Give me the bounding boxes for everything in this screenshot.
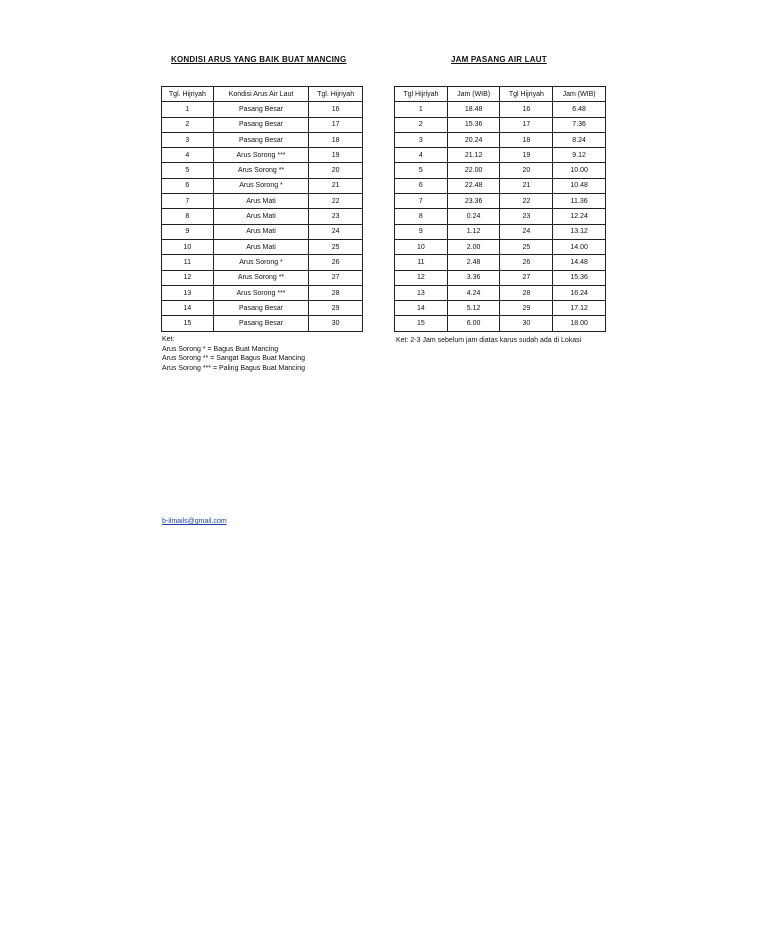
table-cell: 15.36 — [447, 117, 500, 132]
table-cell: 6 — [395, 178, 448, 193]
table-cell: Pasang Besar — [213, 117, 308, 132]
table-cell: 27 — [309, 270, 363, 285]
left-table-title: KONDISI ARUS YANG BAIK BUAT MANCING — [171, 55, 347, 64]
table-cell: Arus Sorong ** — [213, 163, 308, 178]
table-cell: 5 — [162, 163, 214, 178]
table-row — [395, 178, 606, 193]
table-cell: 28 — [500, 285, 553, 300]
table-cell: 29 — [309, 301, 363, 316]
table-cell: 9 — [162, 224, 214, 239]
table-cell: 7 — [395, 194, 448, 209]
table-cell: 20.24 — [447, 132, 500, 147]
table-row — [162, 132, 363, 147]
header-cell: Tgl Hijriyah — [500, 87, 553, 102]
table-cell: 15 — [162, 316, 214, 331]
table-cell: 6 — [162, 178, 214, 193]
table-cell: 2 — [395, 117, 448, 132]
table-row — [395, 301, 606, 316]
table-row — [162, 285, 363, 300]
table-cell: 29 — [500, 301, 553, 316]
table-cell: 12 — [395, 270, 448, 285]
table-cell: 7 — [162, 194, 214, 209]
table-row — [395, 224, 606, 239]
table-cell: Arus Mati — [213, 224, 308, 239]
table-cell: 1.12 — [447, 224, 500, 239]
table-cell: 18.48 — [447, 102, 500, 117]
table-cell: 3 — [162, 132, 214, 147]
table-cell: 20 — [309, 163, 363, 178]
table-cell: 23 — [500, 209, 553, 224]
table-cell: 14 — [395, 301, 448, 316]
table-cell: 22.48 — [447, 178, 500, 193]
table-cell: 17 — [500, 117, 553, 132]
table-cell: 16 — [309, 102, 363, 117]
table-cell: Arus Sorong *** — [213, 148, 308, 163]
table-row — [162, 301, 363, 316]
table-cell: 18 — [309, 132, 363, 147]
table-cell: 22 — [500, 194, 553, 209]
table-cell: 14.00 — [553, 239, 606, 254]
table-cell: 8 — [395, 209, 448, 224]
table-cell: 22 — [309, 194, 363, 209]
table-cell: Arus Mati — [213, 194, 308, 209]
table-cell: 18 — [500, 132, 553, 147]
arus-table-body — [162, 102, 363, 331]
table-cell: 28 — [309, 285, 363, 300]
table-cell: 19 — [500, 148, 553, 163]
table-cell: 1 — [162, 102, 214, 117]
table-cell: 0.24 — [447, 209, 500, 224]
table-cell: 5 — [395, 163, 448, 178]
table-cell: 5.12 — [447, 301, 500, 316]
table-cell: 16 — [500, 102, 553, 117]
table-cell: Arus Mati — [213, 209, 308, 224]
table-row — [162, 224, 363, 239]
table-cell: 17.12 — [553, 301, 606, 316]
table-cell: 9.12 — [553, 148, 606, 163]
table-cell: 21 — [309, 178, 363, 193]
table-cell: 19 — [309, 148, 363, 163]
table-cell: 12 — [162, 270, 214, 285]
table-cell: 18.00 — [553, 316, 606, 331]
header-cell: Jam (WIB) — [447, 87, 500, 102]
jam-table — [394, 86, 606, 332]
table-cell: 8.24 — [553, 132, 606, 147]
table-row — [162, 163, 363, 178]
table-cell: 30 — [500, 316, 553, 331]
table-cell: 9 — [395, 224, 448, 239]
table-row — [395, 148, 606, 163]
table-cell: 15 — [395, 316, 448, 331]
table-cell: 4 — [395, 148, 448, 163]
arus-table — [161, 86, 363, 332]
table-cell: 2 — [162, 117, 214, 132]
table-row — [395, 102, 606, 117]
table-cell: Pasang Besar — [213, 301, 308, 316]
table-cell: 8 — [162, 209, 214, 224]
table-cell: 14.48 — [553, 255, 606, 270]
table-cell: 16.24 — [553, 285, 606, 300]
table-cell: 7.36 — [553, 117, 606, 132]
table-header-row — [162, 87, 363, 102]
table-cell: 14 — [162, 301, 214, 316]
table-cell: 4 — [162, 148, 214, 163]
table-cell: 13 — [162, 285, 214, 300]
table-cell: 17 — [309, 117, 363, 132]
header-cell: Tgl. Hijriyah — [162, 87, 214, 102]
table-row — [162, 194, 363, 209]
table-row — [395, 117, 606, 132]
header-cell: Tgl Hijriyah — [395, 87, 448, 102]
table-cell: 25 — [309, 239, 363, 254]
header-cell: Kondisi Arus Air Laut — [213, 87, 308, 102]
legend-line: Arus Sorong * = Bagus Buat Mancing — [162, 345, 279, 353]
right-note: Ket: 2-3 Jam sebelum jam diatas karus sudah ada di Lokasi — [396, 337, 582, 344]
table-row — [162, 316, 363, 331]
table-cell: 23 — [309, 209, 363, 224]
table-cell: 13 — [395, 285, 448, 300]
table-cell: 20 — [500, 163, 553, 178]
table-cell: 11 — [162, 255, 214, 270]
table-cell: 24 — [309, 224, 363, 239]
table-row — [162, 239, 363, 254]
header-cell: Tgl. Hijriyah — [309, 87, 363, 102]
table-cell: 10 — [395, 239, 448, 254]
jam-table-body — [395, 102, 606, 331]
table-cell: 15.36 — [553, 270, 606, 285]
legend-line: Ket: — [162, 336, 175, 343]
table-cell: 6.48 — [553, 102, 606, 117]
table-cell: 21 — [500, 178, 553, 193]
table-row — [162, 209, 363, 224]
table-row — [162, 270, 363, 285]
table-cell: Arus Sorong * — [213, 178, 308, 193]
table-cell: 24 — [500, 224, 553, 239]
table-cell: 1 — [395, 102, 448, 117]
legend-notes — [162, 335, 305, 373]
table-cell: 22.00 — [447, 163, 500, 178]
table-cell: Arus Mati — [213, 239, 308, 254]
table-cell: Arus Sorong ** — [213, 270, 308, 285]
table-cell: 2.00 — [447, 239, 500, 254]
table-row — [395, 239, 606, 254]
table-row — [395, 270, 606, 285]
table-row — [162, 102, 363, 117]
header-cell: Jam (WIB) — [553, 87, 606, 102]
table-row — [162, 255, 363, 270]
table-cell: 10.00 — [553, 163, 606, 178]
table-row — [395, 132, 606, 147]
table-row — [162, 178, 363, 193]
table-row — [395, 209, 606, 224]
table-cell: Arus Sorong *** — [213, 285, 308, 300]
table-row — [395, 316, 606, 331]
table-cell: 4.24 — [447, 285, 500, 300]
table-cell: 30 — [309, 316, 363, 331]
table-row — [395, 194, 606, 209]
table-row — [395, 163, 606, 178]
table-cell: Pasang Besar — [213, 102, 308, 117]
table-cell: 11 — [395, 255, 448, 270]
table-row — [395, 255, 606, 270]
table-row — [162, 148, 363, 163]
email-link[interactable]: b-ilmails@gmail.com — [162, 518, 227, 525]
table-cell: 26 — [500, 255, 553, 270]
table-cell: 27 — [500, 270, 553, 285]
table-cell: 10 — [162, 239, 214, 254]
table-cell: 6.00 — [447, 316, 500, 331]
right-table-title: JAM PASANG AIR LAUT — [451, 55, 547, 64]
table-cell: 11.36 — [553, 194, 606, 209]
table-cell: 25 — [500, 239, 553, 254]
legend-line: Arus Sorong ** = Sangat Bagus Buat Mancing — [162, 355, 306, 362]
legend-line: Arus Sorong *** = Paling Bagus Buat Mancing — [162, 364, 306, 372]
table-cell: 3.36 — [447, 270, 500, 285]
table-cell: 21.12 — [447, 148, 500, 163]
table-cell: Pasang Besar — [213, 132, 308, 147]
table-cell: 26 — [309, 255, 363, 270]
table-cell: Pasang Besar — [213, 316, 308, 331]
table-cell: 2.48 — [447, 255, 500, 270]
table-cell: 10.48 — [553, 178, 606, 193]
table-cell: 12.24 — [553, 209, 606, 224]
table-cell: Arus Sorong * — [213, 255, 308, 270]
table-row — [395, 285, 606, 300]
table-cell: 3 — [395, 132, 448, 147]
table-cell: 23.36 — [447, 194, 500, 209]
table-cell: 13.12 — [553, 224, 606, 239]
table-header-row — [395, 87, 606, 102]
table-row — [162, 117, 363, 132]
